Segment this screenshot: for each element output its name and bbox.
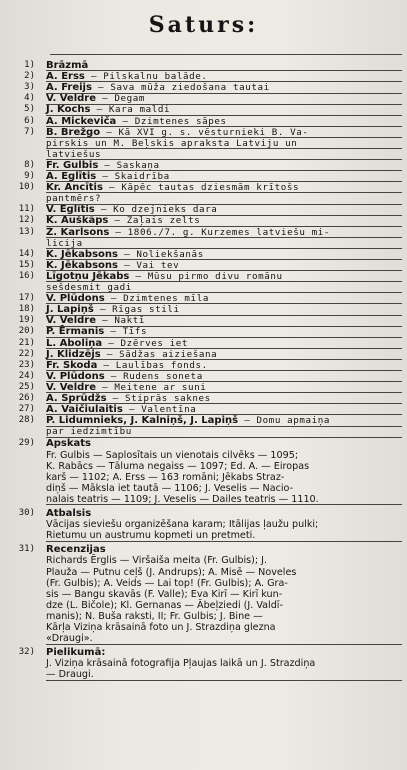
entry-number: 5) <box>24 104 35 115</box>
divider <box>46 181 402 182</box>
entry-title: — Sādžas aiziešana <box>100 348 218 360</box>
entry-author: Līgotņu Jēkabs <box>46 270 130 282</box>
divider <box>46 337 402 338</box>
divider <box>46 259 402 260</box>
divider <box>46 170 402 171</box>
entry-number: 26) <box>18 393 35 403</box>
entry-author: J. Klidzējs <box>46 348 101 360</box>
divider <box>46 192 402 193</box>
entry-author: V. Eglītis <box>46 204 95 216</box>
entry-continuation: par iedzimtību <box>46 426 132 438</box>
entry-title: — Zaļais zelts <box>108 215 201 227</box>
entry-author: A. Vaičiulaitis <box>46 404 123 416</box>
divider <box>46 159 402 160</box>
divider <box>46 104 402 105</box>
entry-number: 12) <box>18 215 35 226</box>
section-text: J. Viziņa krāsainā fotografija Pļaujas laikā un J. Strazdiņa <box>46 658 316 670</box>
entry-author: Ž. Karlsons <box>46 226 110 238</box>
section-heading: Pielikumā: <box>46 647 106 659</box>
entry-number: 19) <box>18 315 35 326</box>
entry-author: A. Eglītis <box>46 171 97 182</box>
entry-title: — Kāpēc tautas dziesmām krītošs <box>102 182 300 194</box>
divider <box>46 204 402 205</box>
entry-author: A. Sprūdžs <box>46 393 107 404</box>
entry-number: 24) <box>18 370 35 381</box>
entry-title: — Rīgas stili <box>93 304 180 316</box>
section-number: 32) <box>18 647 35 658</box>
entry-number: 25) <box>18 381 35 392</box>
entry-heading: Brāzmā <box>46 60 89 71</box>
divider <box>50 54 402 55</box>
divider <box>46 426 402 427</box>
entry-continuation: latviešus <box>46 148 102 160</box>
entry-continuation: sešdesmit gadi <box>46 282 132 293</box>
divider <box>46 315 402 316</box>
entry-title: — Kā XVI g. s. vēsturnieki B. Va- <box>100 126 309 138</box>
entry-author: Fr. Skoda <box>46 359 98 371</box>
entry-title: — Dzimtenes mīla <box>104 293 209 305</box>
entry-number: 15) <box>18 259 35 270</box>
divider <box>46 292 402 293</box>
entry-author: J. Kochs <box>46 104 91 116</box>
entry-title: — Stiprās saknes <box>106 393 211 404</box>
entry-author: V. Veldre <box>46 381 97 393</box>
divider <box>46 303 402 304</box>
entry-author: A. Freijs <box>46 82 92 94</box>
entry-title: — Sava mūža ziedošana tautai <box>91 82 270 94</box>
section-text: nalais teatris — 1109; J. Veselis — Dailes teatris — 1110. <box>46 493 319 505</box>
entry-author: Kr. Ancītis <box>46 182 103 194</box>
divider <box>46 237 402 238</box>
entry-title: — Mūsu pirmo divu romānu <box>129 270 283 282</box>
entry-number: 7) <box>24 126 35 137</box>
divider <box>46 403 402 404</box>
section-number: 29) <box>18 438 35 449</box>
divider <box>46 392 402 393</box>
entry-number: 17) <box>18 293 35 304</box>
section-text: «Draugi». <box>46 633 93 645</box>
entry-number: 16) <box>18 270 35 281</box>
entry-author: A. Erss <box>46 71 85 83</box>
entry-number: 18) <box>18 304 35 315</box>
divider <box>46 148 402 149</box>
entry-title: — 1806./7. g. Kurzemes latviešu mi- <box>109 226 331 238</box>
entry-title: — Domu apmaiņa <box>238 415 331 427</box>
entry-number: 8) <box>24 159 35 170</box>
entry-title: — Valentīna <box>122 404 197 416</box>
entry-author: P. Ērmanis <box>46 326 105 338</box>
section-text: K. Rabācs — Tāluma negaiss — 1097; Ed. A. — Eiropas <box>46 460 310 472</box>
entry-title: — Vai tev <box>117 259 180 271</box>
section-text: Vācijas sieviešu organizēšana karam; Itālijas ļaužu pulki; <box>46 519 319 531</box>
entry-author: V. Veldre <box>46 315 97 327</box>
entry-number: 14) <box>18 248 35 259</box>
divider <box>46 115 402 116</box>
entry-author: B. Brežgo <box>46 126 101 138</box>
entry-number: 2) <box>24 71 35 82</box>
entry-title: — Degam <box>96 93 146 105</box>
divider <box>46 370 402 371</box>
entry-author: K. Jēkabsons <box>46 248 118 260</box>
entry-author: V. Plūdons <box>46 370 105 382</box>
divider <box>46 644 402 645</box>
section-text: diņš — Māksla iet tautā — 1106; J. Veselis — Nacio- <box>46 482 294 494</box>
section-text: Fr. Gulbis — Saplosītais un vienotais cilvēks — 1095; <box>46 449 299 461</box>
section-text: dze (L. Bičole); Kl. Gernanas — Ābeļziedi (J. Valdī- <box>46 599 283 611</box>
section-number: 31) <box>18 544 35 555</box>
entry-number: 23) <box>18 359 35 370</box>
entry-author: Fr. Gulbis <box>46 159 99 171</box>
divider <box>46 248 402 249</box>
entry-author: V. Veldre <box>46 93 97 105</box>
entry-title: — Dzimtenes sāpes <box>116 115 227 127</box>
divider <box>46 348 402 349</box>
entry-title: — Meitene ar suni <box>96 381 207 393</box>
divider <box>46 81 402 82</box>
entry-title: — Ko dzejnieks dara <box>94 204 218 216</box>
section-text: Richards Ērglis — Viršaiša meita (Fr. Gulbis); J. <box>46 555 268 567</box>
divider <box>46 70 402 71</box>
entry-title: — Skaidrība <box>96 171 170 182</box>
divider <box>46 326 402 327</box>
divider <box>46 226 402 227</box>
entry-number: 22) <box>18 348 35 359</box>
entry-number: 11) <box>18 204 35 215</box>
section-heading: Recenzijas <box>46 544 106 556</box>
section-text: — Draugi. <box>46 669 94 681</box>
entry-author: L. Āboliņa <box>46 337 103 349</box>
divider <box>46 437 402 438</box>
section-text: Kārļa Viziņa krāsainā foto un J. Strazdiņa glezna <box>46 622 276 633</box>
entry-number: 1) <box>24 60 35 70</box>
section-heading: Atbalsis <box>46 508 92 519</box>
entry-title: — Pilskalnu balāde. <box>84 71 208 83</box>
section-text: Rietumu un austrumu kopmeti un pretmeti. <box>46 530 256 542</box>
section-heading: Apskats <box>46 438 91 450</box>
entry-number: 21) <box>18 337 35 348</box>
section-text: Plauža — Putnu ceļš (J. Andrups); A. Misē — Noveles <box>46 566 297 578</box>
entry-title: — Kara maldi <box>90 104 171 116</box>
entry-title: — Saskaņa <box>98 159 160 171</box>
divider <box>46 414 402 415</box>
entry-title: — Dzērves iet <box>102 337 188 349</box>
entry-number: 28) <box>18 415 35 426</box>
divider <box>46 281 402 282</box>
divider <box>46 93 402 94</box>
entry-number: 4) <box>24 93 35 104</box>
divider <box>46 270 402 271</box>
entry-title: — Laulības fonds. <box>97 359 208 371</box>
section-number: 30) <box>18 508 35 518</box>
entry-author: V. Plūdons <box>46 293 105 305</box>
divider <box>46 381 402 382</box>
entry-continuation: pantmērs? <box>46 193 102 205</box>
entry-title: — Rudens soneta <box>104 370 203 382</box>
entry-number: 6) <box>24 115 35 126</box>
section-text: manis); N. Buša raksti, II; Fr. Gulbis; J. Bine — <box>46 610 263 622</box>
entry-author: K. Auškāps <box>46 215 109 227</box>
entry-number: 13) <box>18 226 35 237</box>
divider <box>46 126 402 127</box>
section-text: (Fr. Gulbis); A. Veids — Lai top! (Fr. Gulbis); A. Gra- <box>46 577 288 589</box>
entry-number: 10) <box>18 182 35 193</box>
divider <box>46 541 402 542</box>
section-text: karš — 1102; A. Erss — 163 romāni; Jēkabs Straz- <box>46 471 285 483</box>
entry-continuation: pirskis un M. Beļskis apraksta Latviju un <box>46 137 298 149</box>
section-text: sis — Bangu skavās (F. Valle); Eva Kirī — Kirī kun- <box>46 588 283 600</box>
entry-title: — Naktī <box>96 315 146 327</box>
entry-number: 20) <box>18 326 35 337</box>
entry-author: K. Jēkabsons <box>46 259 118 271</box>
entry-number: 3) <box>24 82 35 93</box>
entry-author: J. Lapiņš <box>46 304 94 316</box>
entry-continuation: licija <box>46 237 83 249</box>
entry-author: A. Mickeviča <box>46 115 117 127</box>
divider <box>46 137 402 138</box>
entry-number: 9) <box>24 171 35 181</box>
divider <box>46 504 402 505</box>
entry-number: 27) <box>18 404 35 415</box>
divider <box>46 680 402 681</box>
entry-title: — Noliekšanās <box>117 248 204 260</box>
entry-title: — Tīfs <box>104 326 148 338</box>
divider <box>46 359 402 360</box>
divider <box>46 215 402 216</box>
entry-author: P. Lidumnieks, J. Kalniņš, J. Lapiņš <box>46 415 239 427</box>
page-title: Saturs: <box>148 12 259 38</box>
